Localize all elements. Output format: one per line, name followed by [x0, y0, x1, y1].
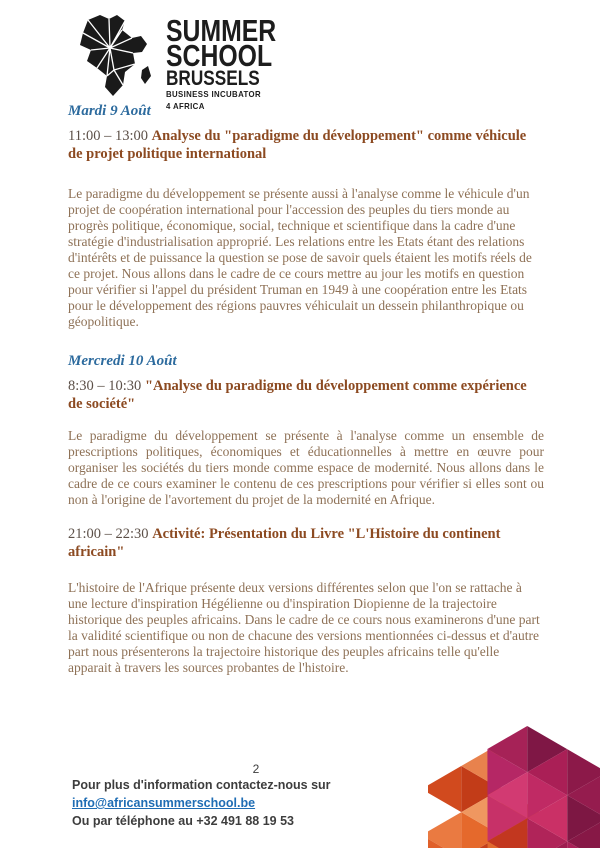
footer-phone-line: Ou par téléphone au +32 491 88 19 53: [72, 814, 294, 828]
session-heading-2: [68, 378, 540, 413]
session-title-3: Activité: Présentation du Livre "L'Histoire du continent africain": [68, 526, 501, 560]
footer-contact-prefix: Pour plus d'information contactez-nous sur: [72, 778, 331, 792]
logo-subtitle: BRUSSELS: [166, 67, 260, 90]
logo-tagline-line2: 4 AFRICA: [166, 100, 205, 111]
session-time-3: 21:00 – 22:30: [68, 526, 149, 542]
date-heading-day2: Mercredi 10 Août: [68, 353, 177, 369]
africa-map-icon: [62, 12, 158, 102]
date-heading-day1: Mardi 9 Août: [68, 103, 151, 119]
session-heading-3: [68, 526, 540, 561]
session-time-1: 11:00 – 13:00: [68, 128, 149, 144]
logo-tagline-line1: BUSINESS INCUBATOR: [166, 89, 261, 99]
contact-email-link[interactable]: info@africansummerschool.be: [72, 796, 256, 810]
page-number: 2: [252, 762, 260, 776]
session-description-2: Le paradigme du développement se présente à l'analyse comme un ensemble de prescriptions politiques, économiques et éducationnelles à mettre en œuvre pour organiser les sociétés du tiers monde comme espace de modernité. Nous allons dans le cadre de ce cours examiner le contenu de ces prescriptions pour vérifier si elles sont ou non à l'origine de l'avortement du projet de la modernité en Afrique.: [68, 428, 544, 507]
session-heading-1: [68, 128, 540, 163]
session-description-1: Le paradigme du développement se présente aussi à l'analyse comme le véhicule d'un projet de coopération international pour l'accession des peuples du tiers monde au progrès politique, économique, social, technique et scientifique dans la cadre d'une stratégie d'industrialisation approprié. Les relations entre les Etats étant des relations d'intérêts et de puissance la question se pose de savoir quels étaient les motifs réels de ce projet. Nous allons dans le cadre de ce cours mettre au jour les motifs en question pour vérifier si l'appel du président Truman en 1949 à une coopération entre les Etats pour le développement des régions pauvres véhiculait un dessein philanthropique ou géopolitique.: [68, 186, 532, 329]
logo-title-line2: SCHOOL: [166, 38, 273, 73]
footer: [72, 762, 440, 830]
session-time-2: 8:30 – 10:30: [68, 378, 142, 394]
session-title-1: Analyse du "paradigme du développement" comme véhicule de projet politique international: [68, 128, 527, 162]
logo-title-line1: SUMMER: [166, 13, 277, 48]
logo-text: [166, 13, 304, 111]
session-description-3: L'histoire de l'Afrique présente deux versions différentes selon que l'on se rattache à une lecture d'inspiration Hégélienne ou d'inspiration Diopienne de la trajectoire historique des peuples africains. Dans le cadre de ce cours nous examinerons d'une part la validité scientifique ou non de chacune des versions mentionnées ci-dessus et d'autre part nous présenterons la trajectoire historique des peuples africains telle qu'elle apparait à travers les sources probantes de l'histoire.: [68, 580, 540, 675]
footer-contact-line: [72, 776, 440, 812]
logo: [62, 12, 304, 111]
session-title-2: "Analyse du paradigme du développement comme expérience de société": [68, 378, 527, 412]
corner-decoration-triangles: [428, 712, 600, 848]
